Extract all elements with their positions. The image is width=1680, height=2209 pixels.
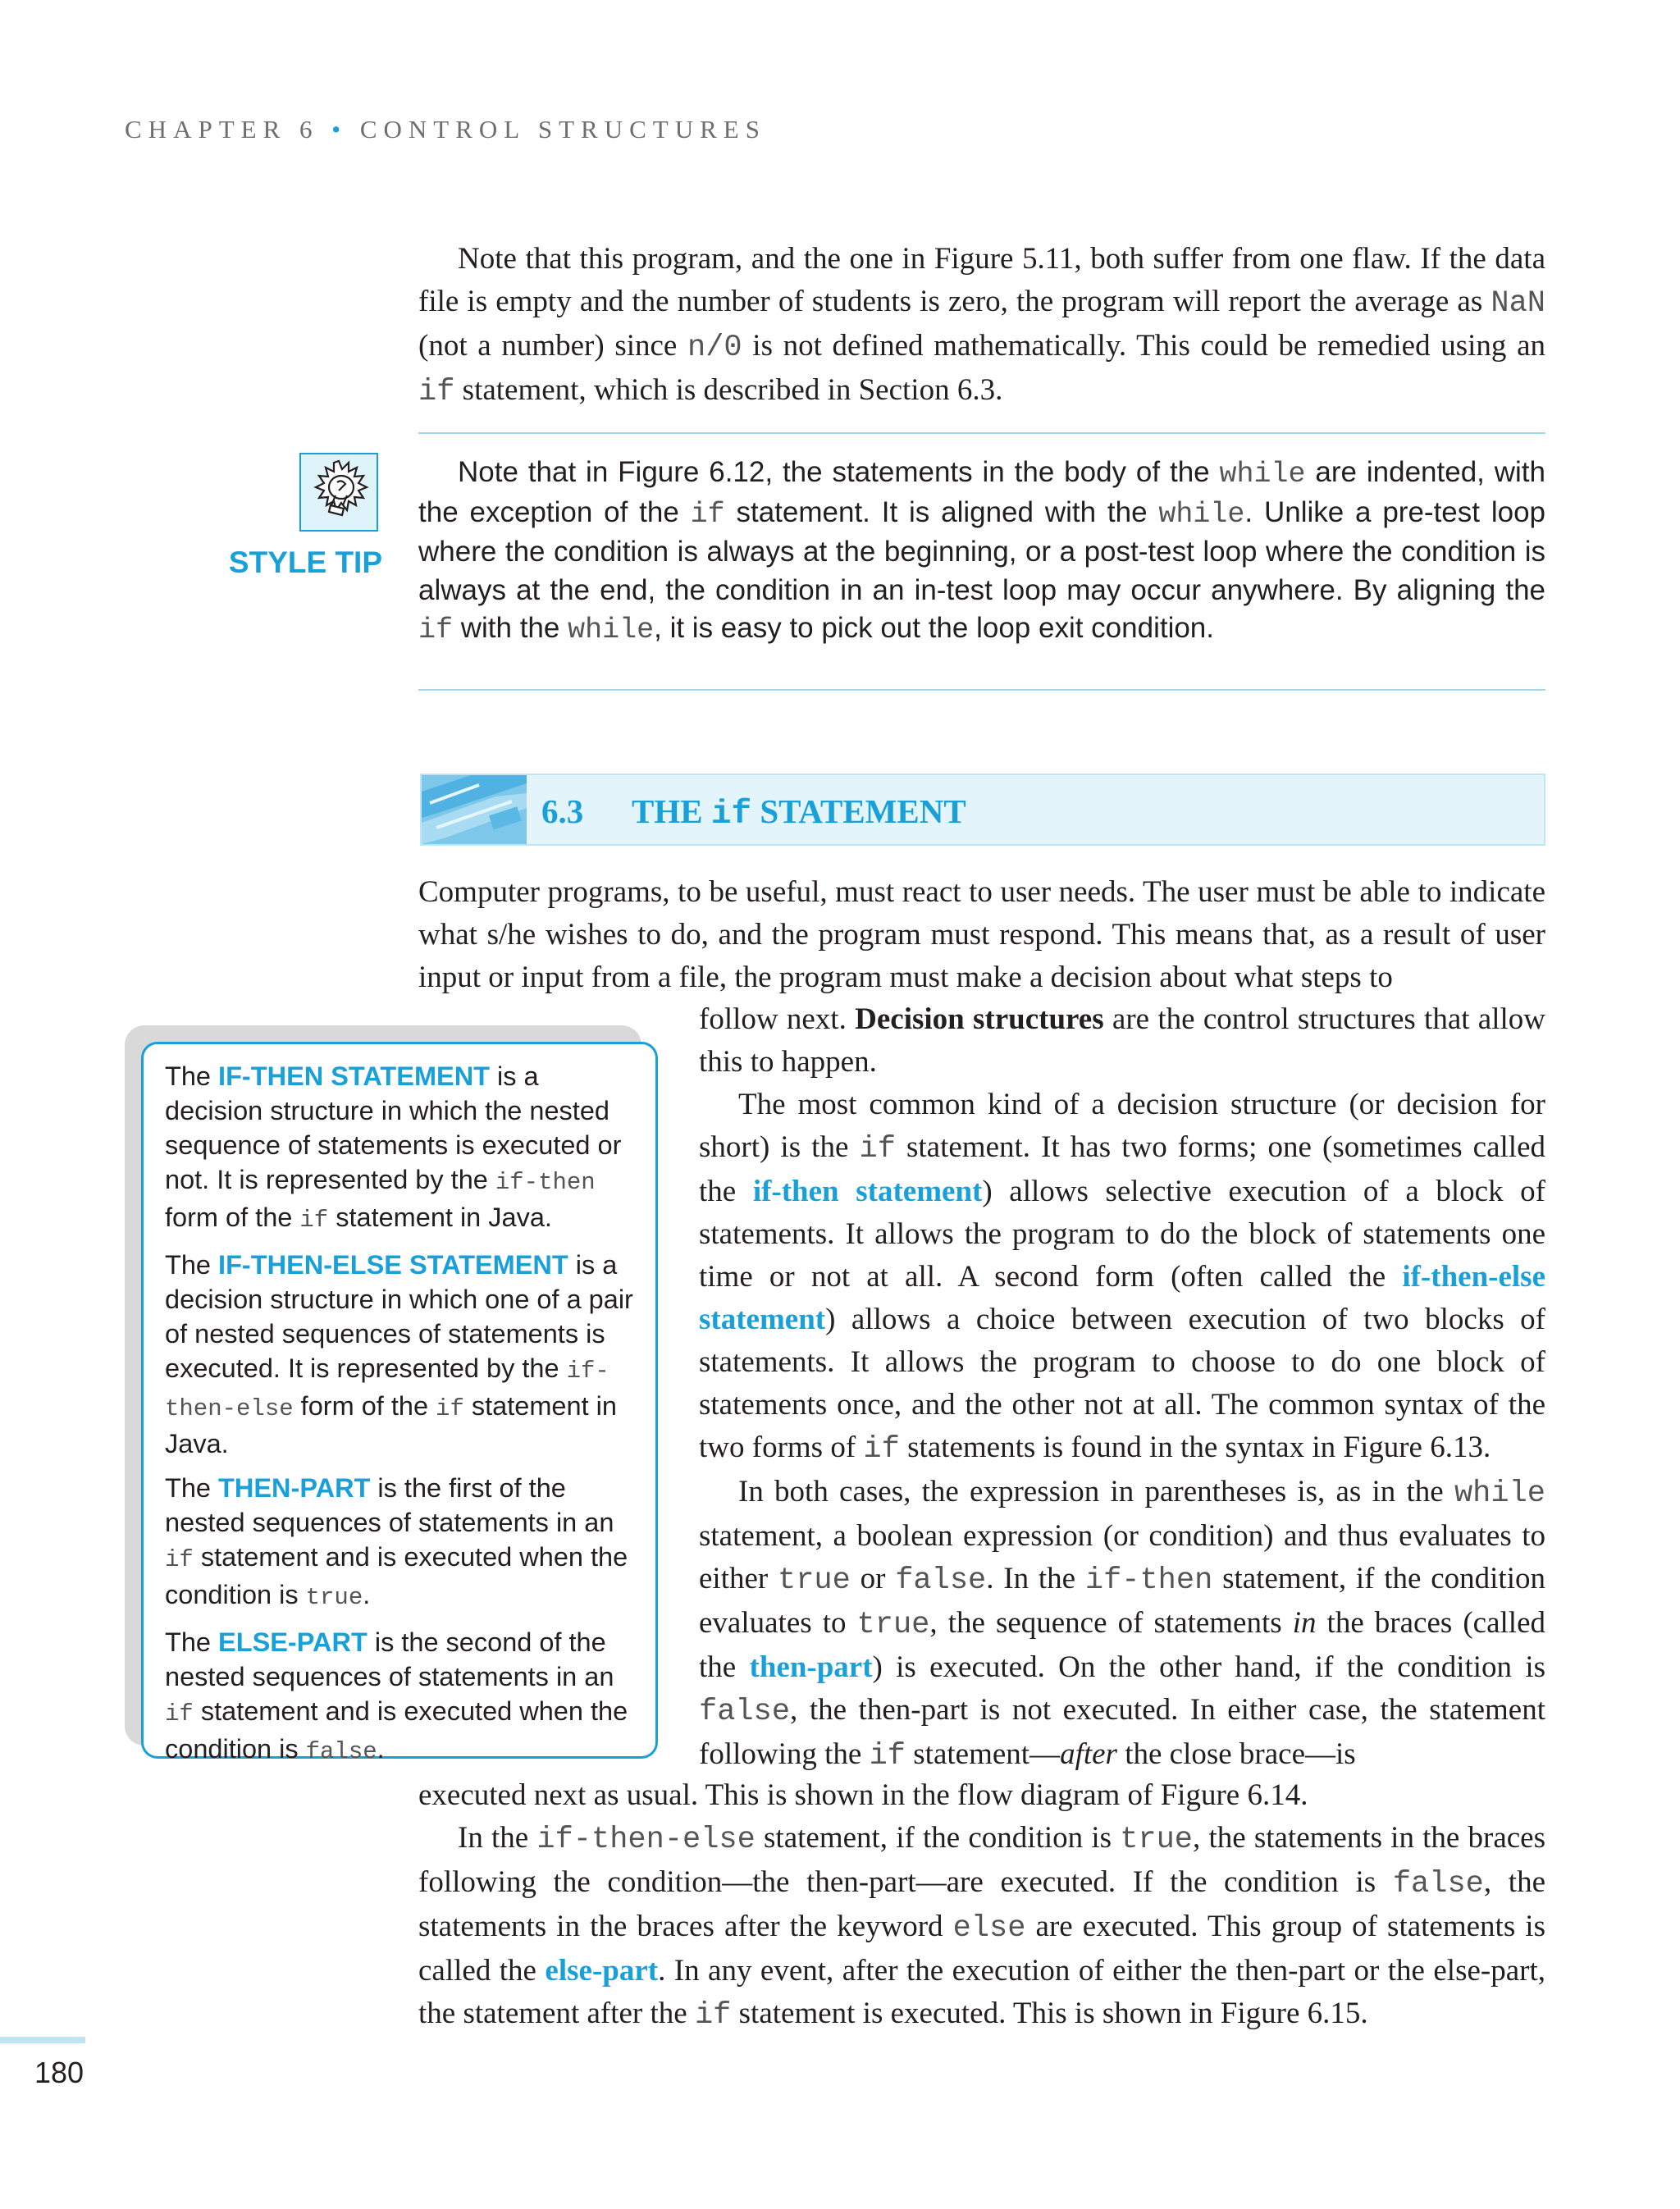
section-heading — [420, 774, 1545, 846]
page-number: 180 — [34, 2056, 84, 2089]
page-number-rule — [0, 2037, 85, 2043]
running-head-title: CONTROL STRUCTURES — [359, 115, 766, 144]
running-head-separator: • — [331, 115, 348, 144]
glossary-entry: The THEN-PART is the first of the nested sequences of statements in an if statement and is executed when the condition is true. — [165, 1473, 628, 1611]
glossary-entry: The IF-THEN-ELSE STATEMENT is a decision structure in which one of a pair of nested sequences of statements is executed. It is represented by the if-then-else form of the if statement in Java. — [165, 1250, 633, 1458]
intro-paragraph: Note that this program, and the one in Figure 5.11, both suffer from one flaw. If the data file is empty and the number of students is zero, the program will report the average as NaN (not a number) since n/0 is not defined mathematically. This could be remedied using an if statement, which is described in Section 6.3. — [418, 242, 1545, 409]
style-tip-top-rule — [418, 432, 1545, 434]
style-tip-bottom-rule — [418, 689, 1545, 691]
running-head-chapter: CHAPTER 6 — [125, 115, 319, 144]
if-then-else-text: executed next as usual. This is shown in the flow diagram of Figure 6.14. In the if-then-else statement, if the condition is true, the statements in the braces following the condition—the then-part—are executed. If the condition is false, the statements in the braces after the keyword else are executed. This group of statements is called the else-part. In any event, after the execution of either the then-part or the else-part, the statement after the if statement is executed. This is shown in Figure 6.15. — [418, 1778, 1546, 2033]
glossary-entry: The ELSE-PART is the second of the nested sequences of statements in an if statement and is executed when the condition is false. — [165, 1627, 628, 1765]
glossary-box — [141, 1042, 658, 1765]
running-head — [125, 115, 766, 144]
style-tip-text: Note that in Figure 6.12, the statements in the body of the while are indented, with the exception of the if statement. It is aligned with the while. Unlike a pre-test loop where the condition is always at the beginning, or a post-test loop where the condition is always at the end, the condition in an in-test loop may occur anywhere. By aligning the if with the while, it is easy to pick out the loop exit condition. — [418, 456, 1545, 646]
lightbulb-icon — [299, 453, 378, 532]
glossary-entry: The IF-THEN STATEMENT is a decision structure in which the nested sequence of statements is executed or not. It is represented by the if-then form of the if statement in Java. — [165, 1061, 622, 1234]
section-title: THE if STATEMENT — [632, 792, 966, 833]
decision-structures-text: follow next. Decision structures are the control structures that allow this to happen. The most common kind of a decision structure (or decision for short) is the if statement. It has two forms; one (sometimes called the if-then statement) allows selective execution of a block of statements. It allows the program to do the block of statements one time or not at all. A second form (often called the if-then-else statement) allows a choice between execution of two blocks of statements. It allows the program to choose to do one block of statements once, and the other not at all. The common syntax of the two forms of if statements is found in the syntax in Figure 6.13. In both cases, the expression in parentheses is, as in the while statement, a boolean expression (or condition) and thus evaluates to either true or false. In the if-then statement, if the condition evaluates to true, the sequence of statements in the braces (called the then-part) is executed. On the other hand, if the condition is false, the then-part is not executed. In either case, the statement following the if statement—after the close brace—is — [699, 1002, 1546, 1773]
keyboard-art-icon — [422, 775, 527, 844]
section-intro-paragraph: Computer programs, to be useful, must react to user needs. The user must be able to indicate what s/he wishes to do, and the program must respond. This means that, as a result of user input or input from a file, the program must make a decision about what steps to — [418, 875, 1545, 994]
style-tip-label: STYLE TIP — [228, 545, 382, 579]
section-number: 6.3 — [541, 792, 584, 830]
